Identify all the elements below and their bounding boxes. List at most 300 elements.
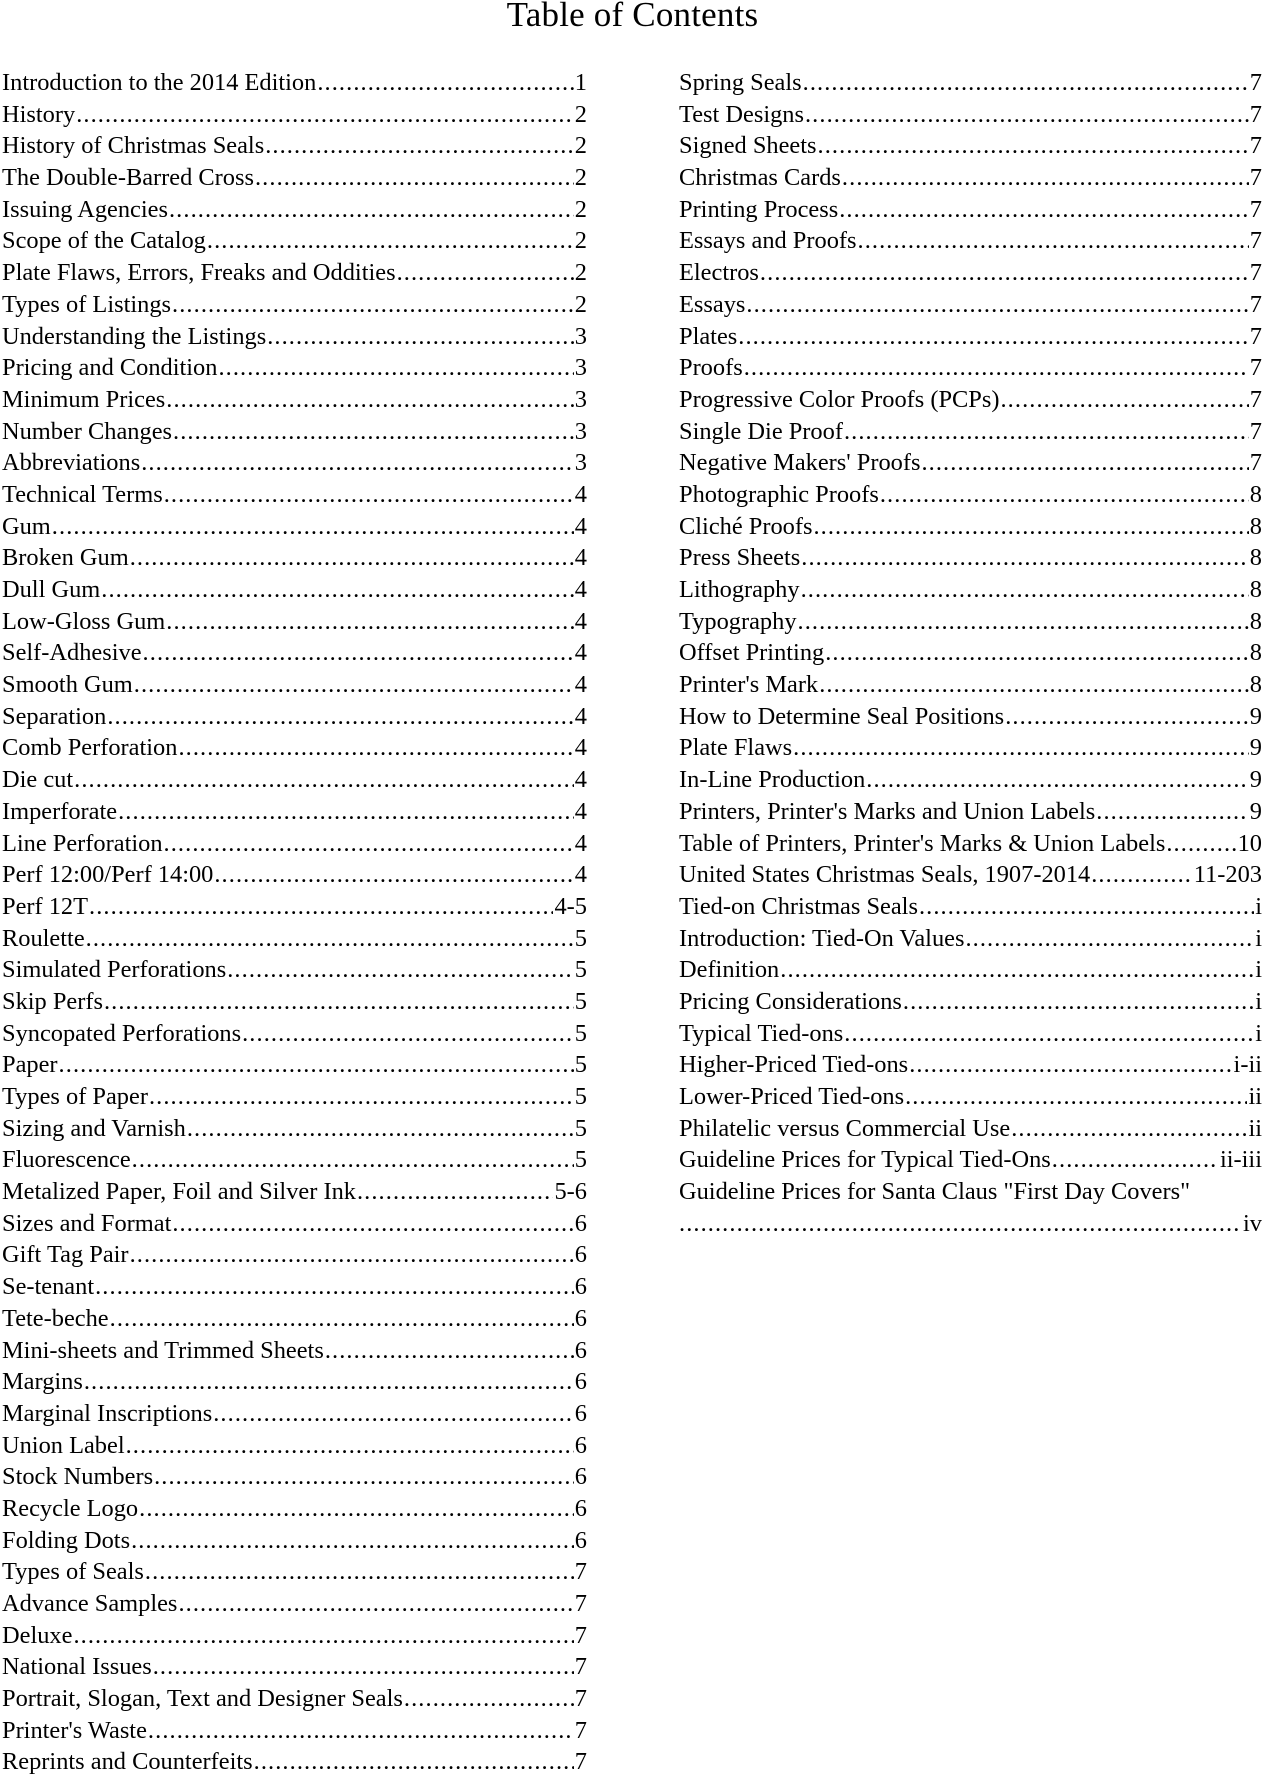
- toc-entry: [679, 828, 1262, 860]
- toc-entry: [2, 764, 587, 796]
- toc-dot-leader: [818, 130, 1249, 162]
- toc-entry-page: 4: [574, 607, 587, 635]
- toc-entry-page: 6: [574, 1241, 587, 1269]
- toc-entry: [2, 321, 587, 353]
- toc-entry-page: 4: [574, 797, 587, 825]
- toc-entry-page: 8: [1249, 512, 1262, 540]
- toc-entry-page: 5-6: [554, 1178, 587, 1206]
- toc-entry-label: Simulated Perforations: [2, 956, 227, 984]
- toc-entry-label: Essays and Proofs: [679, 227, 857, 255]
- toc-dot-leader: [965, 923, 1254, 955]
- toc-entry-label: Printers, Printer's Marks and Union Labels: [679, 797, 1096, 825]
- toc-entry-label: Recycle Logo: [2, 1494, 139, 1522]
- toc-dot-leader: [267, 321, 574, 353]
- toc-dot-leader: [141, 447, 574, 479]
- toc-entry-page: 2: [574, 259, 587, 287]
- toc-entry-page: 3: [574, 322, 587, 350]
- toc-entry-page: 7: [1249, 385, 1262, 413]
- toc-entry: [2, 99, 587, 131]
- toc-dot-leader: [172, 289, 574, 321]
- toc-entry-label: Portrait, Slogan, Text and Designer Seals: [2, 1685, 403, 1713]
- toc-entry: [2, 1398, 587, 1430]
- toc-entry: [2, 923, 587, 955]
- toc-entry-label: Negative Makers' Proofs: [679, 449, 921, 477]
- toc-entry-label: Single Die Proof: [679, 417, 843, 445]
- toc-entry: [679, 542, 1262, 574]
- toc-entry: [679, 447, 1262, 479]
- toc-entry-page: 7: [574, 1685, 587, 1713]
- toc-entry: [679, 669, 1262, 701]
- toc-entry: [679, 764, 1262, 796]
- toc-entry: [2, 257, 587, 289]
- toc-entry-page: 4: [574, 544, 587, 572]
- toc-entry: [679, 99, 1262, 131]
- toc-entry: [2, 1081, 587, 1113]
- toc-entry-label: Scope of the Catalog: [2, 227, 206, 255]
- toc-entry-page: 4: [574, 766, 587, 794]
- toc-dot-leader: [148, 1715, 574, 1747]
- toc-entry-label: Technical Terms: [2, 480, 163, 508]
- toc-entry-page: 7: [574, 1748, 587, 1776]
- toc-entry-page: 8: [1249, 671, 1262, 699]
- toc-dot-leader: [738, 321, 1249, 353]
- toc-dot-leader: [1005, 701, 1249, 733]
- toc-dot-leader: [154, 1461, 574, 1493]
- toc-dot-leader: [842, 162, 1249, 194]
- toc-entry-page: 4: [574, 702, 587, 730]
- toc-dot-leader: [153, 1651, 574, 1683]
- toc-entry-label: Printer's Waste: [2, 1716, 147, 1744]
- toc-entry-label: History of Christmas Seals: [2, 132, 265, 160]
- toc-dot-leader: [166, 606, 574, 638]
- toc-entry-page: 8: [1249, 607, 1262, 635]
- toc-entry-page: 7: [1249, 227, 1262, 255]
- toc-entry: [679, 384, 1262, 416]
- toc-dot-leader: [325, 1335, 574, 1367]
- toc-entry-page: 8: [1249, 544, 1262, 572]
- toc-entry-label: Printer's Mark: [679, 671, 819, 699]
- toc-dot-leader: [95, 1271, 574, 1303]
- toc-entry-page: 7: [1249, 132, 1262, 160]
- toc-entry-page: 6: [574, 1526, 587, 1554]
- toc-entry-page: 8: [1249, 576, 1262, 603]
- toc-entry: [679, 954, 1262, 986]
- toc-entry-page: 5: [574, 987, 587, 1015]
- toc-entry-page: i: [1255, 956, 1262, 984]
- toc-dot-leader: [839, 194, 1249, 226]
- toc-dot-leader: [1052, 1144, 1219, 1176]
- toc-entry: [679, 701, 1262, 733]
- toc-entry-label: Separation: [2, 702, 107, 730]
- toc-entry-page: 7: [1249, 354, 1262, 382]
- toc-dot-leader: [397, 257, 574, 289]
- toc-entry-label: Proofs: [679, 354, 743, 382]
- toc-entry-label: Paper: [2, 1051, 58, 1079]
- toc-entry-label: Advance Samples: [2, 1590, 178, 1617]
- toc-entry-page: 7: [574, 1558, 587, 1586]
- toc-dot-leader: [164, 479, 574, 511]
- toc-dot-leader: [178, 732, 573, 764]
- toc-entry-label: Perf 12:00/Perf 14:00: [2, 861, 214, 889]
- toc-entry: [2, 1525, 587, 1557]
- toc-entry-page: 5: [574, 924, 587, 952]
- toc-entry-label: Higher-Priced Tied-ons: [679, 1051, 909, 1079]
- toc-entry-page: 7: [574, 1590, 587, 1617]
- toc-dot-leader: [805, 99, 1249, 131]
- toc-entry-label: The Double-Barred Cross: [2, 164, 254, 192]
- toc-entry-label: Introduction: Tied-On Values: [679, 924, 965, 952]
- toc-entry-page: i: [1255, 987, 1262, 1015]
- toc-dot-leader: [1000, 384, 1248, 416]
- toc-entry: [2, 1493, 587, 1525]
- toc-entry-label: Progressive Color Proofs (PCPs): [679, 385, 1000, 413]
- toc-entry: [2, 1239, 587, 1271]
- toc-entry-label: Pricing Considerations: [679, 987, 902, 1015]
- toc-entry: [679, 162, 1262, 194]
- toc-entry-label: Press Sheets: [679, 544, 801, 572]
- toc-entry-label: Comb Perforation: [2, 734, 178, 762]
- toc-entry-label: Plate Flaws: [679, 734, 793, 762]
- toc-entry: [2, 542, 587, 574]
- toc-entry-page: 4: [574, 480, 587, 508]
- toc-dot-leader: [265, 130, 574, 162]
- toc-entry: [679, 796, 1262, 828]
- toc-entry-page: 10: [1237, 829, 1262, 857]
- toc-entry-page: 6: [574, 1273, 587, 1301]
- toc-entry-label: History: [2, 100, 76, 128]
- toc-dot-leader: [255, 162, 574, 194]
- toc-dot-leader: [164, 828, 574, 860]
- toc-entry-page: 5: [574, 1114, 587, 1142]
- toc-entry-page: 5: [574, 956, 587, 984]
- toc-entry-page: 7: [1249, 100, 1262, 128]
- toc-dot-leader: [131, 1525, 574, 1557]
- toc-dot-leader: [130, 542, 574, 574]
- toc-entry-page: 6: [574, 1494, 587, 1522]
- toc-entry: [2, 194, 587, 226]
- toc-entry-page: 4: [574, 734, 587, 762]
- toc-entry: [679, 986, 1262, 1018]
- toc-dot-leader: [214, 859, 573, 891]
- toc-entry-label: Metalized Paper, Foil and Silver Ink: [2, 1178, 356, 1206]
- toc-entry-label: Types of Seals: [2, 1558, 144, 1586]
- toc-entry-label: Gift Tag Pair: [2, 1241, 129, 1269]
- toc-entry-label: Pricing and Condition: [2, 354, 218, 382]
- toc-dot-leader: [242, 1018, 574, 1050]
- toc-dot-leader: [1096, 796, 1249, 828]
- toc-entry-page: 7: [1249, 290, 1262, 318]
- toc-entry-page: 6: [574, 1304, 587, 1332]
- toc-entry-page: 5: [574, 1019, 587, 1047]
- toc-entry-label: Mini-sheets and Trimmed Sheets: [2, 1336, 324, 1364]
- toc-dot-leader: [780, 954, 1254, 986]
- toc-entry-page: 2: [574, 100, 587, 128]
- toc-entry-label: In-Line Production: [679, 766, 866, 794]
- toc-entry: [2, 732, 587, 764]
- toc-entry-page: 3: [574, 417, 587, 445]
- toc-dot-leader: [139, 1493, 574, 1525]
- toc-entry-page: ii: [1248, 1083, 1262, 1110]
- toc-entry-page: 7: [1249, 69, 1262, 96]
- toc-entry-page: 4: [574, 829, 587, 857]
- toc-entry: [679, 574, 1262, 606]
- toc-entry-page: ii-iii: [1219, 1146, 1262, 1174]
- toc-entry: [2, 1430, 587, 1462]
- toc-dot-leader: [801, 574, 1249, 606]
- toc-dot-leader: [218, 352, 573, 384]
- toc-entry-page: 7: [1249, 417, 1262, 445]
- toc-dot-leader: [819, 669, 1249, 701]
- toc-entry-label: Philatelic versus Commercial Use: [679, 1114, 1011, 1142]
- toc-dot-leader: [104, 986, 574, 1018]
- toc-dot-leader: [101, 574, 574, 606]
- toc-entry-label: How to Determine Seal Positions: [679, 702, 1005, 730]
- toc-entry: [2, 352, 587, 384]
- toc-entry: [2, 1018, 587, 1050]
- toc-entry: [679, 732, 1262, 764]
- toc-dot-leader: [132, 1144, 574, 1176]
- toc-entry-label: Test Designs: [679, 100, 804, 128]
- toc-dot-leader: [107, 701, 573, 733]
- toc-entry-page: 7: [1249, 449, 1262, 477]
- toc-entry-label: Types of Listings: [2, 290, 172, 318]
- toc-entry: [2, 1113, 587, 1145]
- toc-dot-leader: [149, 1081, 574, 1113]
- toc-entry-label: Die cut: [2, 766, 74, 794]
- toc-entry-label: Printing Process: [679, 195, 839, 223]
- toc-entry-page: 4-5: [554, 892, 587, 920]
- toc-dot-leader: [905, 1081, 1247, 1113]
- toc-entry-label: Typical Tied-ons: [679, 1019, 844, 1047]
- toc-entry: [679, 225, 1262, 257]
- toc-entry: [2, 384, 587, 416]
- toc-dot-leader: [1091, 859, 1193, 891]
- toc-entry-label: Sizes and Format: [2, 1209, 172, 1237]
- toc-entry-label: Electros: [679, 259, 759, 287]
- toc-entry: [2, 289, 587, 321]
- toc-entry: [679, 321, 1262, 353]
- toc-entry: [2, 796, 587, 828]
- toc-entry: [2, 1556, 587, 1588]
- toc-entry: [679, 1208, 1262, 1240]
- toc-entry-page: 5: [574, 1051, 587, 1079]
- toc-entry-page: 7: [1249, 164, 1262, 192]
- toc-dot-leader: [880, 479, 1249, 511]
- toc-entry: [2, 891, 587, 923]
- toc-entry-page: i-ii: [1233, 1051, 1262, 1079]
- toc-dot-leader: [813, 511, 1248, 543]
- toc-entry-label: Perf 12T: [2, 892, 89, 920]
- toc-dot-leader: [166, 384, 574, 416]
- toc-entry: [2, 447, 587, 479]
- toc-entry-label: Se-tenant: [2, 1273, 95, 1301]
- toc-entry-label: Typography: [679, 607, 797, 635]
- toc-entry: [679, 479, 1262, 511]
- toc-entry: [679, 1113, 1262, 1145]
- toc-dot-leader: [844, 1018, 1254, 1050]
- toc-entry: [679, 1144, 1262, 1176]
- toc-entry-page: 7: [1249, 195, 1262, 223]
- toc-entry-label: Plates: [679, 322, 738, 350]
- toc-entry: [679, 416, 1262, 448]
- toc-dot-leader: [903, 986, 1254, 1018]
- toc-entry: [2, 1366, 587, 1398]
- toc-dot-leader: [207, 225, 574, 257]
- toc-entry-page: 1: [574, 69, 587, 96]
- toc-entry: [2, 1144, 587, 1176]
- toc-entry-label: Margins: [2, 1368, 83, 1396]
- toc-entry: [679, 637, 1262, 669]
- toc-dot-leader: [76, 99, 574, 131]
- toc-entry-page: 3: [574, 449, 587, 477]
- toc-entry-label: Plate Flaws, Errors, Freaks and Oddities: [2, 259, 396, 287]
- toc-entry: [2, 1271, 587, 1303]
- toc-entry: [2, 828, 587, 860]
- toc-entry-page: 6: [574, 1336, 587, 1364]
- toc-entry: [2, 574, 587, 606]
- toc-dot-leader: [134, 669, 574, 701]
- toc-entry-page: 4: [574, 512, 587, 540]
- toc-dot-leader: [227, 954, 574, 986]
- toc-entry: [679, 67, 1262, 99]
- toc-entry: [2, 225, 587, 257]
- toc-entry-label: Sizing and Varnish: [2, 1114, 186, 1142]
- toc-entry-page: 4: [574, 861, 587, 889]
- toc-dot-leader: [801, 542, 1249, 574]
- toc-entry: [2, 859, 587, 891]
- toc-dot-leader: [844, 416, 1249, 448]
- toc-dot-leader: [187, 1113, 574, 1145]
- toc-entry-page: 2: [574, 195, 587, 223]
- toc-entry: [2, 130, 587, 162]
- toc-entry-page: 6: [574, 1209, 587, 1237]
- toc-dot-leader: [679, 1208, 1242, 1240]
- toc-dot-leader: [317, 67, 573, 99]
- toc-entry-label: Minimum Prices: [2, 385, 166, 413]
- toc-entry-page: 9: [1249, 797, 1262, 825]
- toc-entry-label: Tete-beche: [2, 1304, 109, 1332]
- toc-entry-page: 9: [1249, 734, 1262, 762]
- toc-entry-label: Definition: [679, 956, 780, 984]
- toc-entry-label: Union Label: [2, 1431, 125, 1459]
- toc-entry-label: Syncopated Perforations: [2, 1019, 242, 1047]
- toc-dot-leader: [126, 1430, 574, 1462]
- toc-entry-page: 2: [574, 132, 587, 160]
- toc-dot-leader: [73, 1620, 573, 1652]
- toc-entry: [2, 511, 587, 543]
- toc-entry: [2, 954, 587, 986]
- toc-entry: [2, 701, 587, 733]
- toc-dot-leader: [744, 352, 1249, 384]
- toc-entry-label: National Issues: [2, 1653, 152, 1681]
- toc-entry-label: Stock Numbers: [2, 1463, 154, 1491]
- toc-entry-page: 6: [574, 1431, 587, 1459]
- toc-dot-leader: [1166, 828, 1236, 860]
- toc-entry-label: Signed Sheets: [679, 132, 817, 160]
- toc-entry-label: Christmas Cards: [679, 164, 841, 192]
- toc-entry: [2, 1683, 587, 1715]
- toc-entry-page: 3: [574, 385, 587, 413]
- toc-dot-leader: [921, 447, 1248, 479]
- toc-dot-leader: [86, 923, 574, 955]
- toc-entry-page: 9: [1249, 766, 1262, 794]
- toc-entry-label: Line Perforation: [2, 829, 163, 857]
- toc-entry: [679, 194, 1262, 226]
- toc-entry-label: Tied-on Christmas Seals: [679, 892, 918, 920]
- toc-entry: [2, 1461, 587, 1493]
- toc-dot-leader: [254, 1746, 574, 1778]
- toc-entry: [2, 1303, 587, 1335]
- toc-dot-leader: [909, 1049, 1232, 1081]
- toc-entry-label: Marginal Inscriptions: [2, 1399, 213, 1427]
- toc-dot-leader: [357, 1176, 554, 1208]
- toc-entry-page: 8: [1249, 639, 1262, 667]
- toc-entry-page: 2: [574, 227, 587, 255]
- toc-entry: [679, 606, 1262, 638]
- toc-entry-page: 6: [574, 1368, 587, 1396]
- toc-entry: [2, 986, 587, 1018]
- toc-entry-label: Types of Paper: [2, 1083, 148, 1110]
- toc-entry-page: i: [1255, 892, 1262, 920]
- toc-dot-leader: [803, 67, 1249, 99]
- toc-entry-label: Spring Seals: [679, 69, 802, 96]
- toc-entry-page: 5: [574, 1083, 587, 1110]
- toc-dot-leader: [172, 1208, 573, 1240]
- toc-entry-label: Broken Gum: [2, 544, 129, 572]
- toc-dot-leader: [59, 1049, 574, 1081]
- toc-entry-page: 6: [574, 1463, 587, 1491]
- toc-entry-label: Self-Adhesive: [2, 639, 142, 667]
- toc-dot-leader: [118, 796, 574, 828]
- toc-entry: [2, 1620, 587, 1652]
- toc-entry-label: Table of Printers, Printer's Marks & Union Labels: [679, 829, 1166, 857]
- toc-dot-leader: [74, 764, 574, 796]
- toc-entry-page: 8: [1249, 480, 1262, 508]
- toc-entry-label: United States Christmas Seals, 1907-2014: [679, 861, 1091, 889]
- toc-entry-label: Fluorescence: [2, 1146, 131, 1174]
- toc-entry: [2, 1176, 587, 1208]
- toc-left-column: [2, 67, 587, 1778]
- toc-entry-label: Reprints and Counterfeits: [2, 1748, 253, 1776]
- toc-entry: [679, 511, 1262, 543]
- toc-entry: [2, 1715, 587, 1747]
- toc-entry: [679, 1018, 1262, 1050]
- toc-entry-label: Issuing Agencies: [2, 195, 168, 223]
- toc-dot-leader: [798, 606, 1249, 638]
- toc-entry: [679, 289, 1262, 321]
- toc-entry-label: Folding Dots: [2, 1526, 131, 1554]
- toc-dot-leader: [866, 764, 1249, 796]
- toc-entry: [2, 1208, 587, 1240]
- toc-entry-page: 7: [574, 1621, 587, 1649]
- toc-entry-label: Imperforate: [2, 797, 118, 825]
- toc-entry-label: Abbreviations: [2, 449, 141, 477]
- toc-dot-leader: [169, 194, 574, 226]
- toc-entry: [679, 1081, 1262, 1113]
- toc-entry-page: 2: [574, 164, 587, 192]
- toc-dot-leader: [173, 416, 574, 448]
- toc-right-column: [679, 67, 1262, 1239]
- toc-entry: [2, 1651, 587, 1683]
- toc-dot-leader: [825, 637, 1249, 669]
- toc-entry-label: Guideline Prices for Santa Claus "First Day Covers": [679, 1178, 1191, 1206]
- toc-entry-page: i: [1255, 1019, 1262, 1047]
- toc-dot-leader: [1011, 1113, 1247, 1145]
- toc-entry-label: Essays: [679, 290, 746, 318]
- toc-entry-page: 7: [1249, 322, 1262, 350]
- toc-entry: [679, 1049, 1262, 1081]
- toc-entry-label: Lithography: [679, 576, 800, 603]
